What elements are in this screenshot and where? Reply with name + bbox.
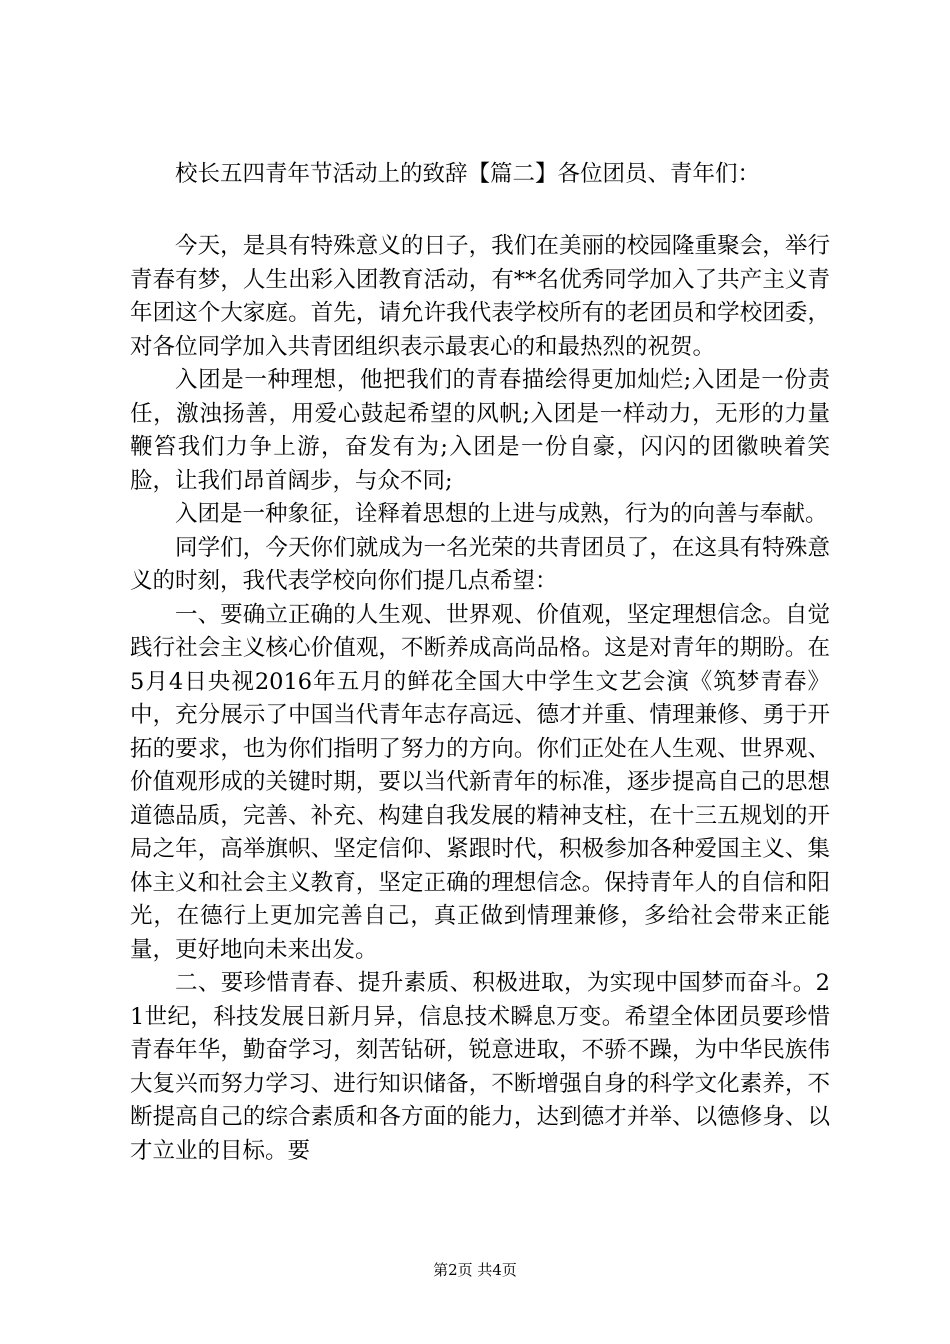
body-paragraph: 今天，是具有特殊意义的日子，我们在美丽的校园隆重聚会，举行青春有梦，人生出彩入团教育活动，有**名优秀同学加入了共产主义青年团这个大家庭。首先，请允许我代表学校所有的老团员和学校团委，对各位同学加入共青团组织表示最衷心的和最热烈的祝贺。 [130, 233, 830, 360]
document-heading: 校长五四青年节活动上的致辞【篇二】各位团员、青年们： [175, 161, 761, 187]
body-paragraph: 同学们，今天你们就成为一名光荣的共青团员了，在这具有特殊意义的时刻，我代表学校向你们提几点希望： [130, 534, 830, 594]
page-footer: 第2页 共4页 [433, 1261, 517, 1279]
body-paragraph: 二、要珍惜青春、提升素质、积极进取，为实现中国梦而奋斗。21世纪，科技发展日新月异，信息技术瞬息万变。希望全体团员要珍惜青春年华，勤奋学习，刻苦钻研，锐意进取，不骄不躁，为中华民族伟大复兴而努力学习、进行知识储备，不断增强自身的科学文化素养，不断提高自己的综合素质和各方面的能力，达到德才并举、以德修身、以才立业的目标。要 [130, 970, 830, 1164]
document-body [130, 230, 830, 1168]
body-paragraph: 一、要确立正确的人生观、世界观、价值观，坚定理想信念。自觉践行社会主义核心价值观，不断养成高尚品格。这是对青年的期盼。在5月4日央视2016年五月的鲜花全国大中学生文艺会演《筑梦青春》中，充分展示了中国当代青年志存高远、德才并重、情理兼修、勇于开拓的要求，也为你们指明了努力的方向。你们正处在人生观、世界观、价值观形成的关键时期，要以当代新青年的标准，逐步提高自己的思想道德品质，完善、补充、构建自我发展的精神支柱，在十三五规划的开局之年，高举旗帜、坚定信仰、紧跟时代，积极参加各种爱国主义、集体主义和社会主义教育，坚定正确的理想信念。保持青年人的自信和阳光，在德行上更加完善自己，真正做到情理兼修，多给社会带来正能量，更好地向未来出发。 [130, 601, 830, 963]
body-paragraph: 入团是一种理想，他把我们的青春描绘得更加灿烂;入团是一份责任，激浊扬善，用爱心鼓起希望的风帆;入团是一样动力，无形的力量鞭笞我们力争上游，奋发有为;入团是一份自豪，闪闪的团徽映着笑脸，让我们昂首阔步，与众不同; [130, 367, 830, 494]
body-paragraph: 入团是一种象征，诠释着思想的上进与成熟，行为的向善与奉献。 [175, 501, 828, 527]
